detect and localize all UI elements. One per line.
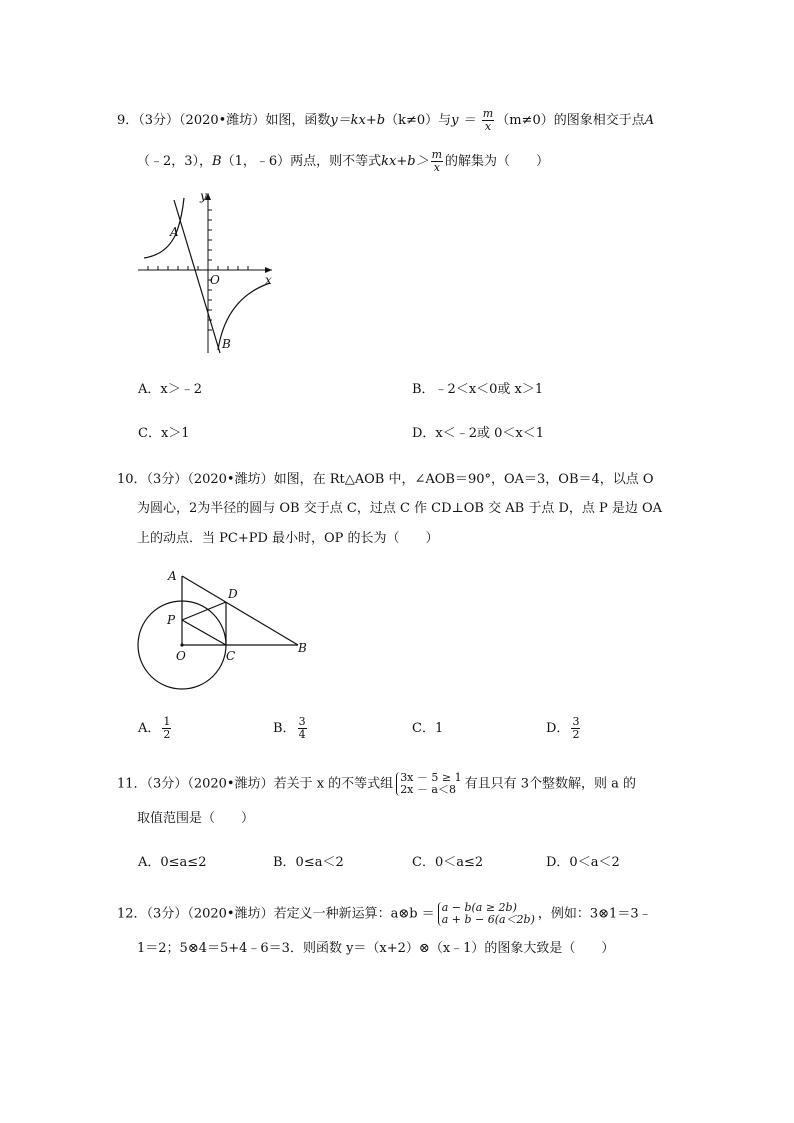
label-A: A: [168, 569, 177, 583]
q10-option-a[interactable]: A． $\frac{1}{2}$: [138, 715, 171, 741]
q9-text: 的解集为（ ）: [445, 154, 550, 169]
q9-text: （k≠0）与: [385, 113, 452, 128]
label-x: x: [265, 273, 272, 287]
label-y: y: [200, 189, 207, 203]
q9-text: （m≠0）的图象相交于点: [496, 113, 645, 128]
q11-option-d[interactable]: D．0＜a＜2: [546, 855, 620, 870]
q12-text: 若定义一种新运算：a⊗b ＝: [273, 906, 435, 922]
q9-number: 9．: [117, 113, 139, 128]
label-O: O: [176, 649, 186, 663]
q10-line1: [117, 470, 654, 490]
q9-text: （﹣2，3），: [137, 154, 213, 169]
label-D: D: [228, 587, 238, 601]
q10-meta: （3分）（2020•潍坊）: [146, 472, 274, 487]
q9-fraction: $\frac{m}{x}$: [482, 107, 494, 133]
q10-option-d-fraction: $\frac{3}{2}$: [572, 715, 580, 741]
q11-system: 3x － 5 ≥ 1 2x － a＜8: [396, 772, 461, 796]
label-B: B: [298, 641, 307, 655]
q11-meta: （3分）（2020•潍坊）: [146, 776, 274, 792]
q9-expr: kx+b＞: [381, 154, 429, 169]
q9-meta: （3分）（2020•潍坊）: [138, 113, 266, 128]
label-B: B: [222, 337, 231, 351]
q12-line2: 1＝2；5⊗4＝5+4﹣6＝3．则函数 y＝（x+2）⊗（x﹣1）的图象大致是（ ）: [137, 941, 615, 956]
q10-number: 10．: [117, 472, 147, 487]
q9-text: 如图，函数: [265, 113, 331, 128]
q9-option-d[interactable]: D．x＜﹣2或 0＜x＜1: [412, 426, 545, 441]
q12-text: ，例如：3⊗1＝3﹣: [537, 906, 652, 922]
q12-meta: （3分）（2020•潍坊）: [146, 906, 274, 922]
q9-option-a[interactable]: A．x＞﹣2: [138, 382, 202, 397]
q9-point: A: [644, 113, 655, 128]
q11-option-b[interactable]: B．0≤a＜2: [273, 855, 344, 870]
q12-number: 12．: [117, 906, 147, 922]
q12-cases: a − b(a ≥ 2b) a + b − 6(a＜2b): [438, 902, 535, 926]
q9-point: B: [212, 154, 222, 169]
q10-option-b[interactable]: B． $\frac{3}{4}$: [273, 715, 306, 741]
q9-line2: [137, 149, 549, 174]
label-O: O: [210, 273, 220, 287]
q11-option-a[interactable]: A．0≤a≤2: [138, 855, 207, 870]
q10-line2: 为圆心，2为半径的圆与 OB 交于点 C，过点 C 作 CD⊥OB 交 AB 于点 D，点 P 是边 OA: [137, 501, 663, 516]
q11-option-c[interactable]: C．0＜a≤2: [412, 855, 484, 870]
q10-figure: [130, 562, 320, 694]
q10-option-b-fraction: $\frac{3}{4}$: [298, 715, 306, 741]
q9-expr: y ＝: [451, 113, 476, 128]
label-P: P: [167, 613, 176, 627]
label-C: C: [226, 649, 236, 663]
q9-fraction: $\frac{m}{x}$: [431, 148, 443, 174]
q10-text: 如图，在 Rt△AOB 中，∠AOB＝90°，OA＝3，OB＝4，以点 O: [273, 472, 654, 487]
q9-graph: [130, 188, 280, 358]
q9-option-b[interactable]: B．﹣2＜x＜0或 x＞1: [412, 382, 544, 397]
q11-text: 有且只有 3个整数解，则 a 的: [464, 776, 637, 792]
q10-line3: 上的动点．当 PC+PD 最小时，OP 的长为（ ）: [137, 531, 439, 546]
q10-option-a-fraction: $\frac{1}{2}$: [163, 715, 171, 741]
q10-option-d[interactable]: D． $\frac{3}{2}$: [546, 715, 580, 741]
q12-line1: [117, 902, 652, 926]
q9-option-c[interactable]: C．x＞1: [138, 426, 190, 441]
q11-line1: [117, 772, 636, 796]
q11-line2: 取值范围是（ ）: [137, 811, 255, 826]
q9-line1: [117, 108, 654, 133]
q11-number: 11．: [117, 776, 147, 792]
q9-expr: y＝kx+b: [330, 113, 386, 128]
q11-text: 若关于 x 的不等式组: [273, 776, 394, 792]
segment-AB: [182, 576, 298, 645]
segment-PD: [182, 602, 226, 620]
q9-text: （1，﹣6）两点，则不等式: [221, 154, 382, 169]
segment-PC: [182, 620, 226, 645]
q10-option-c[interactable]: C．1: [412, 721, 444, 736]
label-A: A: [170, 225, 179, 239]
